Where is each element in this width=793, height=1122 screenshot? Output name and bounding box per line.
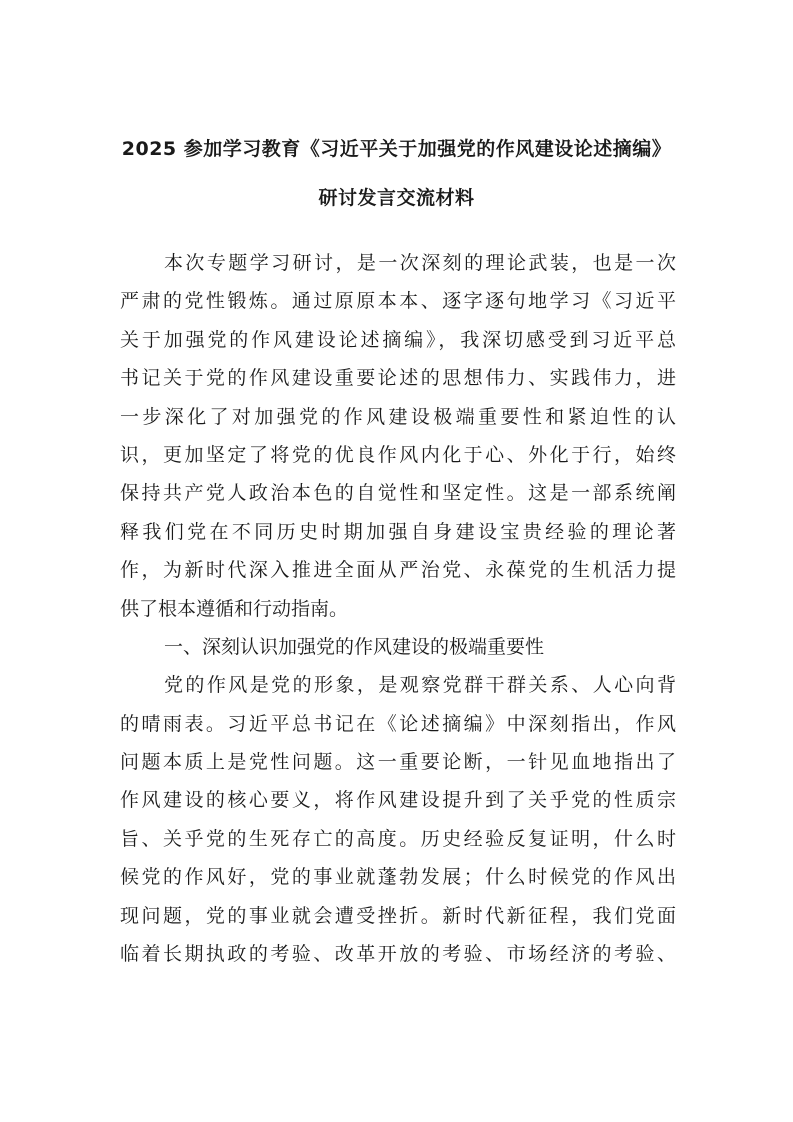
text-line: 旨、关乎党的生死存亡的高度。历史经验反复证明，什么时 <box>120 827 676 850</box>
text-line: 候党的作风好，党的事业就蓬勃发展；什么时候党的作风出 <box>120 866 676 889</box>
text-line: 书记关于党的作风建设重要论述的思想伟力、实践伟力，进 <box>120 367 676 390</box>
text-line: 本次专题学习研讨，是一次深刻的理论武装，也是一次 <box>164 252 676 274</box>
paragraph-section1 <box>120 666 676 973</box>
text-line: 保持共产党人政治本色的自觉性和坚定性。这是一部系统阐 <box>120 482 676 505</box>
paragraph-intro <box>120 244 676 628</box>
text-line: 的晴雨表。习近平总书记在《论述摘编》中深刻指出，作风 <box>120 712 676 735</box>
document-title-line2: 研讨发言交流材料 <box>318 187 475 209</box>
text-line: 党的作风是党的形象，是观察党群干群关系、人心向背 <box>164 674 676 697</box>
text-line: 作，为新时代深入推进全面从严治党、永葆党的生机活力提 <box>120 559 676 582</box>
text-line: 问题本质上是党性问题。这一重要论断，一针见血地指出了 <box>120 751 676 774</box>
text-line: 识，更加坚定了将党的优良作风内化于心、外化于行，始终 <box>120 443 676 466</box>
document-body <box>120 244 676 973</box>
section-heading: 一、深刻认识加强党的作风建设的极端重要性 <box>164 635 545 658</box>
text-line: 作风建设的核心要义，将作风建设提升到了关乎党的性质宗 <box>120 789 676 812</box>
text-line: 关于加强党的作风建设论述摘编》，我深切感受到习近平总 <box>120 328 676 351</box>
text-line: 临着长期执政的考验、改革开放的考验、市场经济的考验、 <box>120 943 676 966</box>
text-line: 现问题，党的事业就会遭受挫折。新时代新征程，我们党面 <box>120 904 676 927</box>
text-line: 严肃的党性锻炼。通过原原本本、逐字逐句地学习《习近平 <box>120 290 676 313</box>
text-line: 供了根本遵循和行动指南。 <box>120 597 349 620</box>
text-line: 一步深化了对加强党的作风建设极端重要性和紧迫性的认 <box>120 405 676 428</box>
text-line: 释我们党在不同历史时期加强自身建设宝贵经验的理论著 <box>120 520 676 543</box>
document-title-line1: 2025 参加学习教育《习近平关于加强党的作风建设论述摘编》 <box>121 138 672 160</box>
